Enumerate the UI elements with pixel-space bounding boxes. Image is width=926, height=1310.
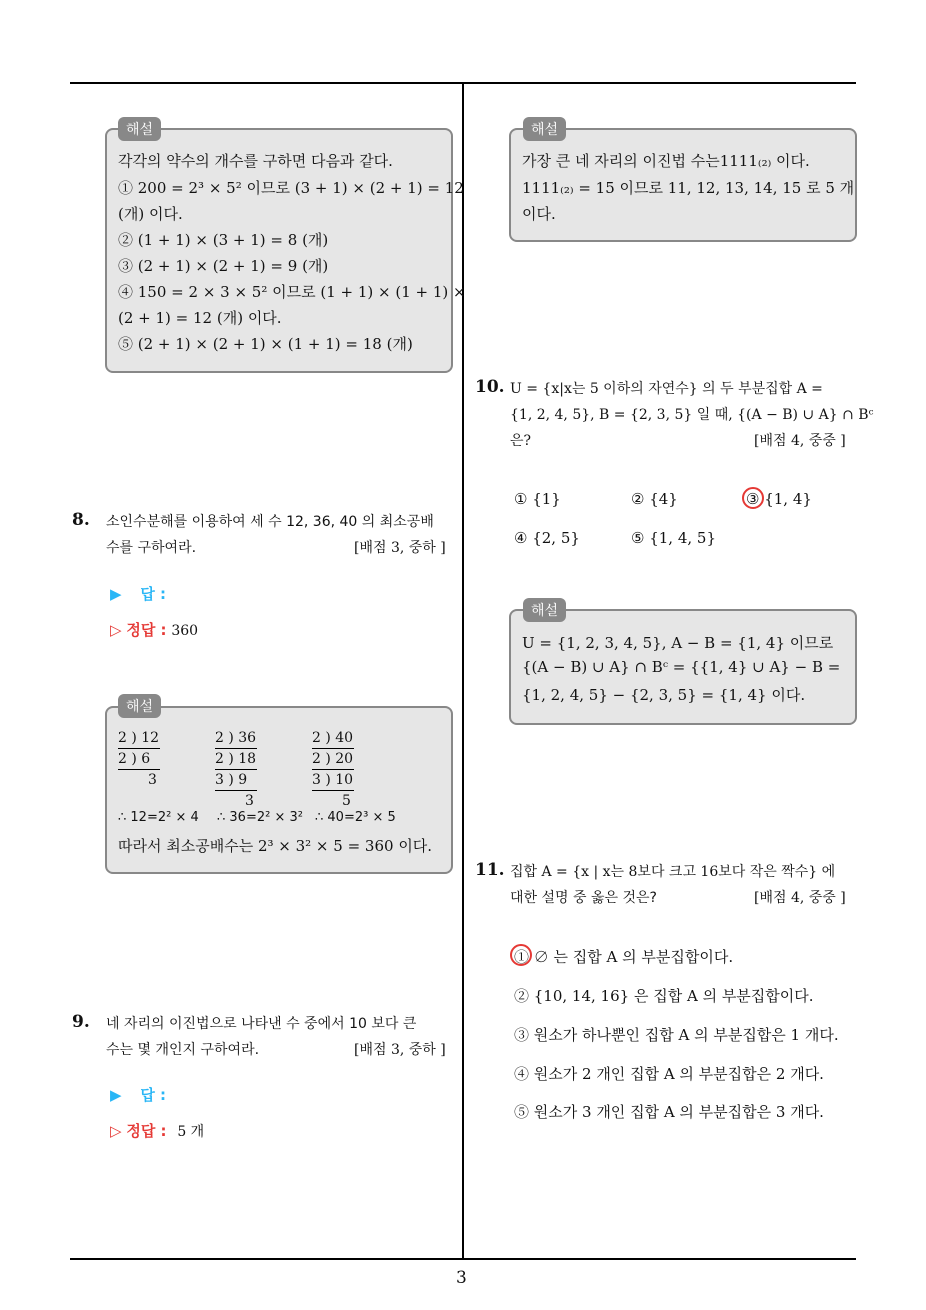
bottom-rule	[70, 1258, 856, 1260]
question-8-correct-label: 정답 :	[126, 621, 167, 639]
sol7-line-7: (2 + 1) = 12 (개) 이다.	[118, 309, 282, 327]
question-9-score: [배점 3, 중하 ]	[354, 1042, 446, 1058]
q11-option-2[interactable]: ② {10, 14, 16} 은 집합 A 의 부분집합이다.	[514, 987, 814, 1005]
question-8-line-2: 수를 구하여라.	[106, 540, 197, 556]
question-11-line-1: 집합 A = {x | x는 8보다 크고 16보다 작은 짝수} 에	[510, 864, 836, 880]
sol7-line-3: (개) 이다.	[118, 205, 183, 223]
column-divider	[462, 82, 464, 1260]
solution-tab-q7: 해설	[118, 117, 161, 141]
q10-solution-line-2: {(A − B) ∪ A} ∩ Bᶜ = {{1, 4} ∪ A} − B =	[522, 658, 841, 676]
question-10-number: 10.	[475, 377, 505, 397]
div40-row-3: 3 ) 10	[312, 770, 354, 791]
q10-solution-line-1: U = {1, 2, 3, 4, 5}, A − B = {1, 4} 이므로	[522, 634, 834, 652]
question-9-answer-label: 답 :	[140, 1086, 167, 1104]
q10-option-3[interactable]: ③ {1, 4}	[746, 490, 812, 508]
question-8-answer-row	[110, 583, 166, 604]
q9-solution-line-3: 이다.	[522, 205, 556, 223]
play-triangle-icon: ▶	[110, 1086, 122, 1104]
question-8-answer-label: 답 :	[140, 585, 167, 603]
page-number: 3	[456, 1268, 467, 1288]
sol7-line-5: ③ (2 + 1) × (2 + 1) = 9 (개)	[118, 257, 329, 275]
solution-tab-q9: 해설	[523, 117, 566, 141]
question-11-score: [배점 4, 중중 ]	[754, 890, 846, 906]
sol7-line-1: 각각의 약수의 개수를 구하면 다음과 같다.	[118, 152, 393, 170]
q10-option-4[interactable]: ④ {2, 5}	[514, 529, 580, 547]
q11-option-3[interactable]: ③ 원소가 하나뿐인 집합 A 의 부분집합은 1 개다.	[514, 1026, 839, 1044]
solution-tab-q8: 해설	[118, 694, 161, 718]
q10-option-1[interactable]: ① {1}	[514, 490, 561, 508]
div12-row-2: 2 ) 6	[118, 749, 160, 770]
sol7-line-8: ⑤ (2 + 1) × (2 + 1) × (1 + 1) = 18 (개)	[118, 335, 413, 353]
div36-row-1: 2 ) 36	[215, 728, 257, 749]
question-11-line-2: 대한 설명 중 옳은 것은?	[510, 890, 657, 906]
division-40	[312, 728, 354, 811]
division-12	[118, 728, 160, 790]
question-10-line-1: U = {x|x는 5 이하의 자연수} 의 두 부분집합 A =	[510, 381, 823, 397]
sol7-line-4: ② (1 + 1) × (3 + 1) = 8 (개)	[118, 231, 329, 249]
factor-12: ∴ 12=2² × 4	[118, 810, 199, 825]
question-8-correct-value: 360	[171, 623, 199, 639]
div12-row-3: 3	[148, 772, 157, 788]
q9-solution-line-2: 1111₍₂₎ = 15 이므로 11, 12, 13, 14, 15 로 5 개	[522, 179, 855, 197]
question-9-answer-row	[110, 1084, 166, 1105]
question-10-score: [배점 4, 중중 ]	[754, 433, 846, 449]
question-9-correct-label: 정답 :	[126, 1122, 167, 1140]
sol7-line-6: ④ 150 = 2 × 3 × 5² 이므로 (1 + 1) × (1 + 1) ×	[118, 283, 466, 301]
question-8-correct-row	[110, 619, 198, 640]
division-36	[215, 728, 257, 811]
outline-triangle-icon: ▷	[110, 1122, 122, 1140]
div36-row-4: 3	[245, 793, 254, 809]
question-9-correct-row	[110, 1120, 204, 1141]
div40-row-4: 5	[342, 793, 351, 809]
div36-row-3: 3 ) 9	[215, 770, 257, 791]
q11-option-1[interactable]: ① ∅ 는 집합 A 의 부분집합이다.	[514, 948, 734, 966]
question-8-line-1: 소인수분해를 이용하여 세 수 12, 36, 40 의 최소공배	[106, 514, 434, 530]
div36-row-2: 2 ) 18	[215, 749, 257, 770]
question-9-line-1: 네 자리의 이진법으로 나타낸 수 중에서 10 보다 큰	[106, 1016, 417, 1032]
question-8-score: [배점 3, 중하 ]	[354, 540, 446, 556]
q10-option-2[interactable]: ② {4}	[631, 490, 678, 508]
q9-solution-line-1: 가장 큰 네 자리의 이진법 수는1111₍₂₎ 이다.	[522, 152, 810, 170]
q8-solution-conclusion: 따라서 최소공배수는 2³ × 3² × 5 = 360 이다.	[118, 837, 433, 855]
question-8-number: 8.	[72, 510, 90, 530]
solution-tab-q10: 해설	[523, 598, 566, 622]
sol7-line-2: ① 200 = 2³ × 5² 이므로 (3 + 1) × (2 + 1) = 12	[118, 179, 464, 197]
question-9-line-2: 수는 몇 개인지 구하여라.	[106, 1042, 260, 1058]
q10-option-5[interactable]: ⑤ {1, 4, 5}	[631, 529, 717, 547]
div12-row-1: 2 ) 12	[118, 728, 160, 749]
question-9-number: 9.	[72, 1012, 90, 1032]
factor-36: ∴ 36=2² × 3²	[217, 810, 303, 825]
q11-option-5[interactable]: ⑤ 원소가 3 개인 집합 A 의 부분집합은 3 개다.	[514, 1103, 824, 1121]
play-triangle-icon: ▶	[110, 585, 122, 603]
question-10-line-2: {1, 2, 4, 5}, B = {2, 3, 5} 일 때, {(A − B) ∪ A} ∩ Bᶜ	[510, 407, 874, 423]
div40-row-1: 2 ) 40	[312, 728, 354, 749]
question-10-line-3: 은?	[510, 433, 532, 449]
factor-40: ∴ 40=2³ × 5	[315, 810, 396, 825]
question-11-number: 11.	[475, 860, 505, 880]
question-9-correct-value: 5 개	[177, 1124, 205, 1140]
outline-triangle-icon: ▷	[110, 621, 122, 639]
div40-row-2: 2 ) 20	[312, 749, 354, 770]
q11-option-4[interactable]: ④ 원소가 2 개인 집합 A 의 부분집합은 2 개다.	[514, 1065, 824, 1083]
q10-solution-line-3: {1, 2, 4, 5} − {2, 3, 5} = {1, 4} 이다.	[522, 686, 806, 704]
